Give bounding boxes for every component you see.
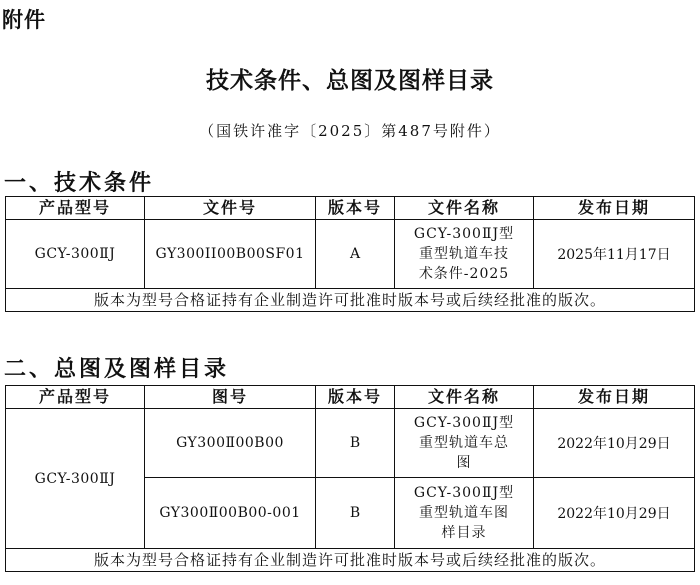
version-cell: B [316,409,395,478]
version-note: 版本为型号合格证持有企业制造许可批准时版本号或后续经批准的版次。 [6,289,695,312]
column-header: 发布日期 [534,386,695,409]
release-date-cell: 2022年10月29日 [534,478,695,549]
attachment-label: 附件 [2,8,46,32]
column-header: 文件号 [145,197,316,220]
column-header: 文件名称 [395,197,534,220]
version-cell: A [316,220,395,289]
column-header: 产品型号 [6,197,145,220]
technical-conditions-table [5,196,695,312]
document-name-line: GCY-300ⅡJ型 [413,485,515,501]
column-header: 文件名称 [395,386,534,409]
column-header: 发布日期 [534,197,695,220]
document-subtitle: （国铁许准字〔2025〕第487号附件） [199,122,501,140]
document-title: 技术条件、总图及图样目录 [206,68,494,94]
document-name-line: 重型轨道车图 [419,505,509,521]
table-row [6,409,695,478]
document-name-line: 重型轨道车技 [419,246,509,262]
document-name-line: 重型轨道车总 [419,435,509,451]
document-name-cell [395,220,534,289]
column-header: 图号 [145,386,316,409]
release-date-cell: 2022年10月29日 [534,409,695,478]
drawing-number-cell: GY300Ⅱ00B00 [145,409,316,478]
drawing-number-cell: GY300Ⅱ00B00-001 [145,478,316,549]
table-header-row [6,386,695,409]
document-name-cell [395,478,534,549]
product-model-cell: GCY-300ⅡJ [6,220,145,289]
version-cell: B [316,478,395,549]
section-heading-drawings-catalog: 二、总图及图样目录 [4,357,230,382]
note-row [6,289,695,312]
document-number-cell: GY300II00B00SF01 [145,220,316,289]
version-note: 版本为型号合格证持有企业制造许可批准时版本号或后续经批准的版次。 [6,549,695,572]
document-name-line: GCY-300ⅡJ型 [413,226,515,242]
document-name-line: 术条件-2025 [418,266,510,282]
product-model-cell: GCY-300ⅡJ [6,409,145,549]
drawings-catalog-table [5,385,695,572]
table-header-row [6,197,695,220]
document-name-line: 图 [456,455,472,471]
document-name-line: 样目录 [441,525,487,541]
table-row [6,220,695,289]
column-header: 产品型号 [6,386,145,409]
document-name-line: GCY-300ⅡJ型 [413,415,515,431]
column-header: 版本号 [316,197,395,220]
column-header: 版本号 [316,386,395,409]
section-heading-technical-conditions: 一、技术条件 [4,171,155,196]
release-date-cell: 2025年11月17日 [534,220,695,289]
note-row [6,549,695,572]
document-name-cell [395,409,534,478]
